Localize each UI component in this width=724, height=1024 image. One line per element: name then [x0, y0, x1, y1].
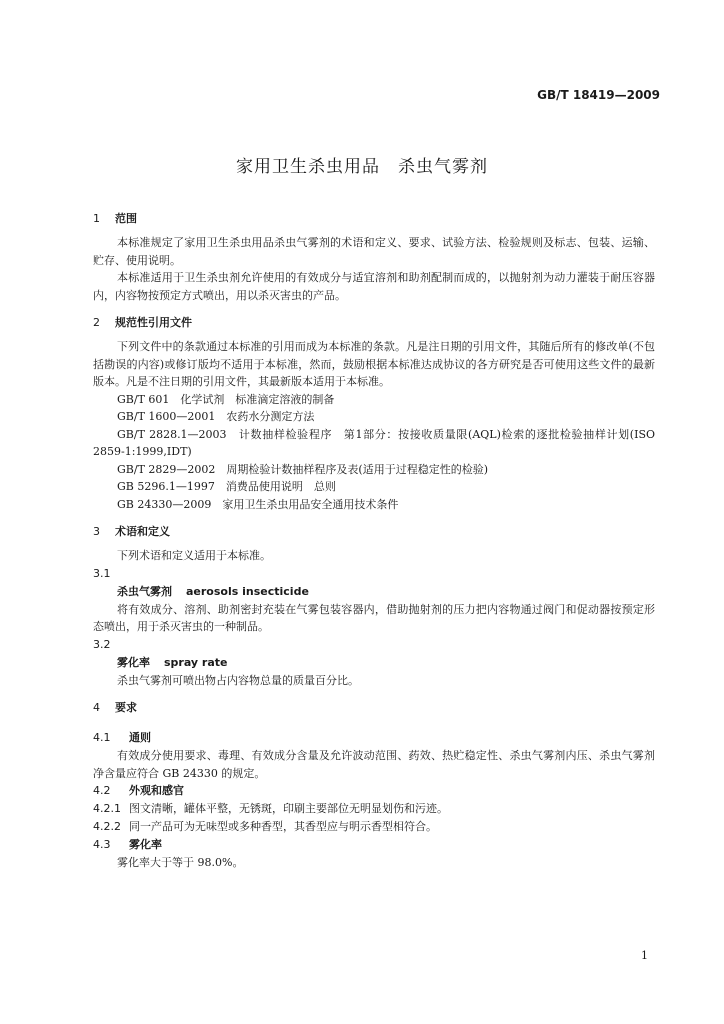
section-4-2-2-item: 4.2.2 同一产品可为无味型或多种香型，其香型应与明示香型相符合。: [93, 820, 437, 833]
section-4-3-heading: 4.3 雾化率: [93, 838, 162, 851]
section-4-2-1-item: 4.2.1 图文清晰，罐体平整，无锈斑，印刷主要部位无明显划伤和污迹。: [93, 802, 448, 815]
term-3-2-heading: 雾化率 spray rate: [117, 655, 228, 669]
section-1-heading: 1 范围: [93, 212, 137, 225]
page-number: 1: [641, 949, 648, 962]
reference-item: GB/T 1600—2001 农药水分测定方法: [117, 410, 315, 423]
reference-item: GB/T 2829—2002 周期检验计数抽样程序及表(适用于过程稳定性的检验): [117, 462, 488, 476]
reference-item: GB 5296.1—1997 消费品使用说明 总则: [117, 480, 336, 493]
section-4-1-para: 有效成分使用要求、毒理、有效成分含量及允许波动范围、药效、热贮稳定性、杀虫气雾剂内压、杀虫气雾剂净含量应符合 GB 24330 的规定。: [93, 749, 655, 780]
term-3-1-number: 3.1: [93, 566, 111, 580]
document-title: 家用卫生杀虫用品 杀虫气雾剂: [236, 157, 488, 177]
section-4-heading: 4 要求: [93, 701, 137, 714]
section-1-para-1: 本标准规定了家用卫生杀虫用品杀虫气雾剂的术语和定义、要求、试验方法、检验规则及标志、包装、运输、贮存、使用说明。: [93, 236, 655, 267]
reference-item: GB 24330—2009 家用卫生杀虫用品安全通用技术条件: [117, 497, 399, 511]
term-3-2-definition: 杀虫气雾剂可喷出物占内容物总量的质量百分比。: [117, 673, 359, 687]
section-2-para-1: 下列文件中的条款通过本标准的引用而成为本标准的条款。凡是注日期的引用文件，其随后所有的修改单(不包括勘误的内容)或修订版均不适用于本标准，然而，鼓励根据本标准达成协议的各方研究是否可使用这些文件的最新版本。凡是不注日期的引用文件，其最新版本适用于本标准。: [93, 340, 655, 388]
section-4-1-heading: 4.1 通则: [93, 731, 151, 744]
section-4-3-para: 雾化率大于等于 98.0%。: [117, 856, 244, 869]
reference-item: GB/T 601 化学试剂 标准滴定溶液的制备: [117, 392, 335, 406]
section-3-heading: 3 术语和定义: [93, 525, 170, 538]
term-3-2-number: 3.2: [93, 637, 111, 651]
standard-code: GB/T 18419—2009: [537, 88, 660, 102]
section-1-para-2: 本标准适用于卫生杀虫剂允许使用的有效成分与适宜溶剂和助剂配制而成的，以抛射剂为动力灌装于耐压容器内，内容物按预定方式喷出，用以杀灭害虫的产品。: [93, 271, 655, 302]
section-3-para-1: 下列术语和定义适用于本标准。: [117, 549, 271, 562]
reference-item: GB/T 2828.1—2003 计数抽样检验程序 第1部分：按接收质量限(AQL)检索的逐批检验抽样计划(ISO 2859-1:1999,IDT): [93, 427, 655, 458]
term-3-1-definition: 将有效成分、溶剂、助剂密封充装在气雾包装容器内，借助抛射剂的压力把内容物通过阀门和促动器按预定形态喷出，用于杀灭害虫的一种制品。: [93, 602, 655, 633]
term-3-1-heading: 杀虫气雾剂 aerosols insecticide: [117, 584, 309, 598]
section-2-heading: 2 规范性引用文件: [93, 316, 192, 329]
section-4-2-heading: 4.2 外观和感官: [93, 784, 184, 797]
document-body: [93, 210, 655, 872]
